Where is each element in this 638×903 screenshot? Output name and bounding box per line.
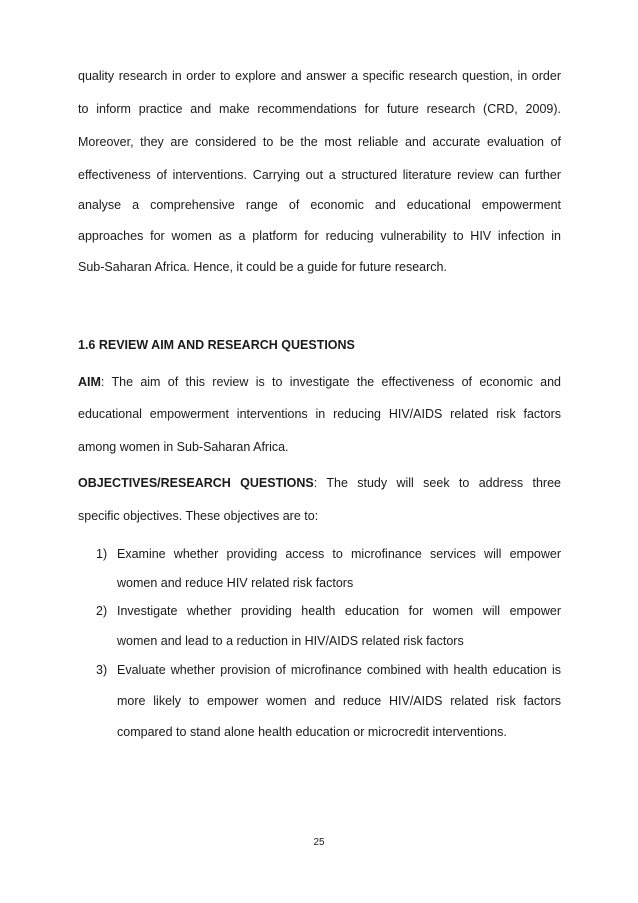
intro-line-1: quality research in order to explore and answer a specific research question, in order	[78, 69, 561, 83]
intro-line-5: analyse a comprehensive range of economic and educational empowerment	[78, 198, 561, 212]
objective-1-number: 1)	[96, 547, 108, 561]
section-heading: 1.6 REVIEW AIM AND RESEARCH QUESTIONS	[78, 338, 355, 352]
objective-2-number: 2)	[96, 604, 108, 618]
aim-label: AIM	[78, 375, 101, 389]
objective-3-line-3: compared to stand alone health education or microcredit interventions.	[117, 725, 507, 739]
objectives-text-1: : The study will seek to address three	[313, 476, 562, 490]
intro-line-3: Moreover, they are considered to be the most reliable and accurate evaluation of	[78, 135, 561, 149]
intro-line-6: approaches for women as a platform for reducing vulnerability to HIV infection in	[78, 229, 561, 243]
objective-3-number: 3)	[96, 663, 108, 677]
intro-line-2: to inform practice and make recommendations for future research (CRD, 2009).	[78, 102, 561, 116]
objective-3-line-1: Evaluate whether provision of microfinance combined with health education is	[117, 663, 561, 677]
objective-3-line-2: more likely to empower women and reduce HIV/AIDS related risk factors	[117, 694, 561, 708]
intro-line-7: Sub-Saharan Africa. Hence, it could be a guide for future research.	[78, 260, 447, 274]
objectives-line-2: specific objectives. These objectives are to:	[78, 509, 319, 523]
objective-2-line-1: Investigate whether providing health education for women will empower	[117, 604, 561, 618]
objective-1-line-2: women and reduce HIV related risk factors	[117, 576, 354, 590]
aim-line-3: among women in Sub-Saharan Africa.	[78, 440, 289, 454]
aim-line-2: educational empowerment interventions in reducing HIV/AIDS related risk factors	[78, 407, 561, 421]
aim-text-1: : The aim of this review is to investigate the effectiveness of economic and	[100, 375, 561, 389]
aim-line-1	[78, 375, 561, 390]
objectives-line-1	[78, 476, 561, 491]
objective-1-line-1: Examine whether providing access to microfinance services will empower	[117, 547, 561, 561]
objective-2-line-2: women and lead to a reduction in HIV/AIDS related risk factors	[117, 634, 464, 648]
page-number: 25	[313, 837, 325, 848]
objectives-label: OBJECTIVES/RESEARCH QUESTIONS	[78, 476, 314, 490]
intro-line-4: effectiveness of interventions. Carrying out a structured literature review can further	[78, 168, 561, 182]
